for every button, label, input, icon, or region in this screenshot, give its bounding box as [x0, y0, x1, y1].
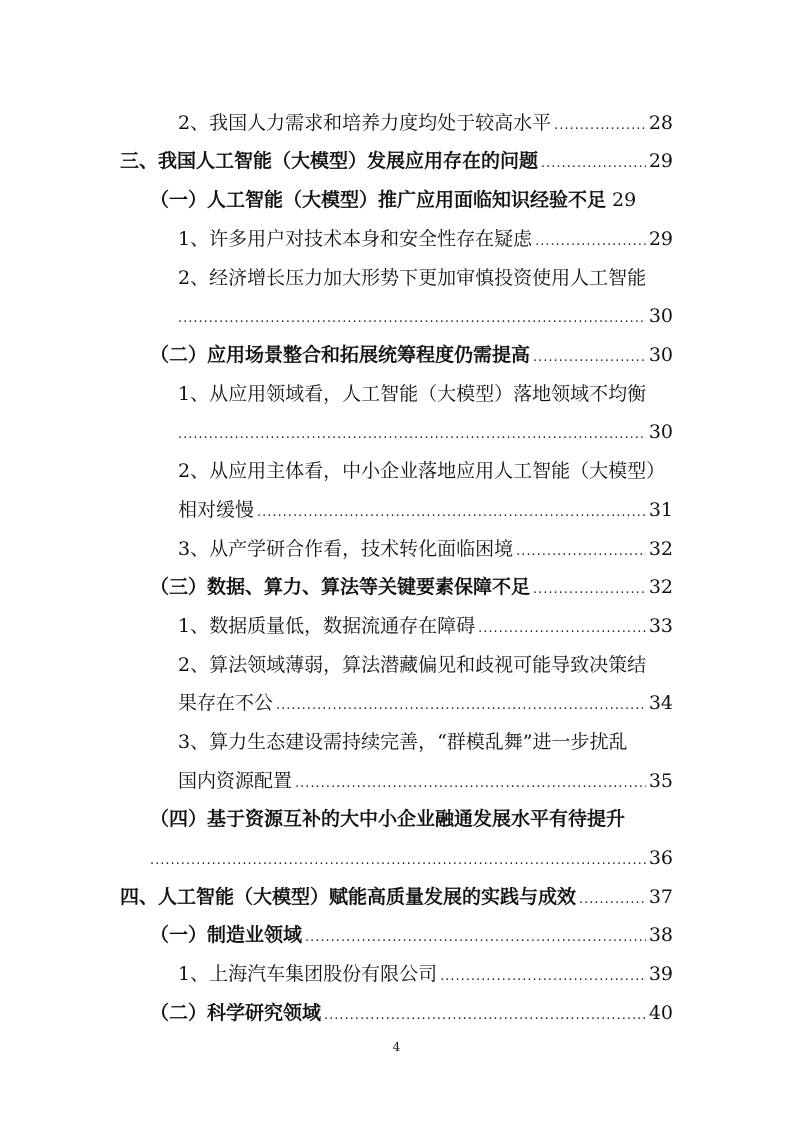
toc-entry-page: 32	[648, 538, 673, 560]
toc-chapter[interactable]	[120, 142, 673, 172]
toc-entry[interactable]	[178, 530, 673, 560]
toc-entry[interactable]	[178, 104, 673, 134]
toc-entry-title: （一）人工智能（大模型）推广应用面临知识经验不足	[150, 189, 607, 211]
toc-entry-title: 国内资源配置	[178, 770, 293, 792]
dot-leader	[533, 350, 646, 366]
dot-leader	[305, 930, 646, 946]
toc-entry-title: （二）科学研究领域	[150, 1002, 322, 1024]
dot-leader	[295, 776, 646, 792]
toc-entry-title: 2、我国人力需求和培养力度均处于较高水平	[178, 112, 552, 134]
toc-chapter[interactable]	[120, 878, 673, 908]
toc-entry[interactable]	[178, 220, 673, 250]
toc-entry-continuation[interactable]	[178, 297, 673, 327]
toc-entry-title: 1、数据质量低，数据流通存在障碍	[178, 615, 476, 637]
toc-entry-page: 37	[648, 886, 673, 908]
toc-section[interactable]	[150, 336, 673, 366]
toc-entry-page: 34	[648, 692, 673, 714]
toc-entry-page: 30	[648, 421, 673, 443]
toc-entry-page: 39	[648, 963, 673, 985]
toc-entry-page: 35	[648, 770, 673, 792]
dot-leader	[535, 234, 646, 250]
toc-entry-title: 果存在不公	[178, 692, 274, 714]
toc-entry-title: （一）制造业领域	[150, 924, 303, 946]
dot-leader	[533, 582, 646, 598]
dot-leader	[478, 621, 646, 637]
toc-entry[interactable]	[178, 607, 673, 637]
toc-entry-title: 相对缓慢	[178, 499, 255, 521]
dot-leader	[150, 853, 646, 869]
toc-entry-title: 1、上海汽车集团股份有限公司	[178, 963, 438, 985]
toc-entry-continuation[interactable]	[178, 762, 673, 792]
toc-entry-page: 31	[648, 499, 673, 521]
toc-entry-title: （四）基于资源互补的大中小企业融通发展水平有待提升	[150, 808, 626, 830]
toc-entry-page: 36	[648, 847, 673, 869]
toc-entry-continuation[interactable]	[178, 413, 673, 443]
page-number: 4	[392, 1040, 401, 1054]
toc-section[interactable]	[150, 994, 673, 1024]
toc-entry-continuation[interactable]	[178, 684, 673, 714]
dot-leader	[541, 156, 646, 172]
dot-leader	[276, 698, 646, 714]
toc-entry-title: （二）应用场景整合和拓展统筹程度仍需提高	[150, 344, 531, 366]
toc-entry-title: （三）数据、算力、算法等关键要素保障不足	[150, 576, 531, 598]
toc-entry-title: 2、从应用主体看，中小企业落地应用人工智能（大模型）	[178, 460, 666, 482]
toc-entry-title: 2、经济增长压力加大形势下更加审慎投资使用人工智能	[178, 267, 647, 289]
dot-leader	[324, 1008, 646, 1024]
toc-entry-title: 3、算力生态建设需持续完善，“群模乱舞”进一步扰乱	[178, 731, 628, 753]
toc-entry-title: 1、从应用领域看，人工智能（大模型）落地领域不均衡	[178, 383, 647, 405]
toc-entry-page: 33	[648, 615, 673, 637]
toc-entry-page: 30	[648, 305, 673, 327]
toc-entry-page: 29	[612, 189, 637, 211]
dot-leader	[257, 505, 646, 521]
dot-leader	[579, 892, 646, 908]
dot-leader	[516, 544, 646, 560]
toc-section[interactable]	[150, 181, 673, 211]
toc-section[interactable]	[150, 916, 673, 946]
toc-entry[interactable]	[178, 259, 673, 289]
toc-entry-page: 29	[648, 150, 673, 172]
toc-section[interactable]	[150, 568, 673, 598]
toc-entry[interactable]	[178, 955, 673, 985]
toc-entry-page: 30	[648, 344, 673, 366]
toc-entry-continuation[interactable]	[150, 839, 673, 869]
toc-entry[interactable]	[178, 452, 673, 482]
toc-entry-title: 2、算法领域薄弱，算法潜藏偏见和歧视可能导致决策结	[178, 654, 647, 676]
toc-entry-continuation[interactable]	[178, 491, 673, 521]
dot-leader	[440, 969, 646, 985]
toc-entry-page: 28	[648, 112, 673, 134]
toc-section[interactable]	[150, 800, 673, 830]
toc-entry[interactable]	[178, 723, 673, 753]
toc-entry-title: 1、许多用户对技术本身和安全性存在疑虑	[178, 228, 533, 250]
toc-entry-page: 40	[648, 1002, 673, 1024]
dot-leader	[178, 427, 646, 443]
toc-entry-page: 29	[648, 228, 673, 250]
toc-entry-page: 32	[648, 576, 673, 598]
toc-entry[interactable]	[178, 375, 673, 405]
toc-entry-title: 3、从产学研合作看，技术转化面临困境	[178, 538, 514, 560]
toc-entry-page: 38	[648, 924, 673, 946]
dot-leader	[554, 118, 646, 134]
toc-entry-title: 四、人工智能（大模型）赋能高质量发展的实践与成效	[120, 886, 577, 908]
toc-entry-title: 三、我国人工智能（大模型）发展应用存在的问题	[120, 150, 539, 172]
dot-leader	[178, 311, 646, 327]
toc-entry[interactable]	[178, 646, 673, 676]
